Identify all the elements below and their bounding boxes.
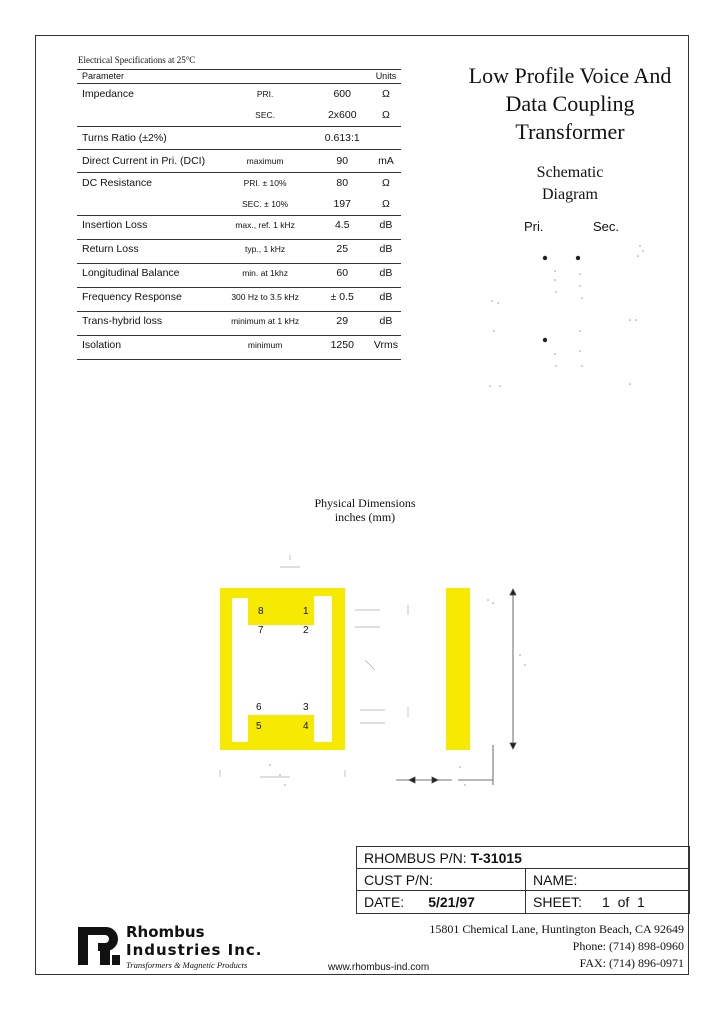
spec-row	[77, 288, 401, 312]
date-label: DATE:	[364, 894, 405, 910]
spec-cond: PRI.	[217, 84, 314, 106]
spec-unit: dB	[371, 312, 401, 336]
title-block-row	[357, 891, 689, 913]
spec-cond: SEC. ± 10%	[241, 199, 289, 209]
spec-cond: typ., 1 kHz	[217, 240, 314, 264]
dimensions-title-line: inches (mm)	[334, 510, 396, 524]
spec-param: Impedance	[77, 84, 217, 106]
sheet-value: 1 of 1	[602, 894, 645, 910]
dimension-marks	[210, 555, 540, 800]
spec-param: Turns Ratio (±2%)	[77, 127, 217, 150]
spec-unit: dB	[371, 264, 401, 288]
header-parameter: Parameter	[77, 70, 217, 84]
pin-label: 8	[258, 606, 264, 617]
company-fax: FAX: (714) 896-0971	[579, 956, 684, 970]
spec-param: DC Resistance	[77, 173, 217, 195]
rhombus-logo-icon	[78, 925, 120, 967]
spec-row	[77, 127, 401, 150]
company-address: 15801 Chemical Lane, Huntington Beach, CA 92649	[429, 922, 684, 936]
spec-row	[77, 173, 401, 195]
name-label: NAME:	[533, 871, 578, 888]
spec-value: 1250	[314, 336, 371, 360]
spec-row	[77, 240, 401, 264]
part-number-value: T-31015	[470, 849, 522, 866]
spec-unit: Vrms	[371, 336, 401, 360]
spec-param: Longitudinal Balance	[77, 264, 217, 288]
spec-value: 4.5	[314, 216, 371, 240]
spec-value: 0.613:1	[314, 127, 371, 150]
schematic-faint-marks	[489, 245, 644, 387]
header-units: Units	[371, 70, 401, 84]
part-number-label: RHOMBUS P/N:	[364, 849, 467, 866]
title-block	[356, 846, 690, 914]
spec-unit: dB	[371, 216, 401, 240]
spec-cond: minimum	[217, 336, 314, 360]
schematic-title-line: Schematic	[536, 164, 604, 181]
spec-value: 90	[314, 150, 371, 173]
spec-unit: Ω	[371, 173, 401, 195]
spec-cond: PRI. ± 10%	[217, 173, 314, 195]
sheet-label: SHEET:	[533, 894, 583, 910]
company-name-line: Rhombus	[126, 923, 205, 941]
dimensions-title-line: Physical Dimensions	[314, 496, 416, 510]
spec-row	[77, 264, 401, 288]
spec-cond: maximum	[217, 150, 314, 173]
name-cell	[525, 869, 577, 890]
title-block-row	[357, 869, 689, 891]
title-line: Low Profile Voice And	[468, 63, 672, 88]
spec-cond: min. at 1khz	[217, 264, 314, 288]
spec-row	[77, 336, 401, 360]
spec-unit: dB	[371, 240, 401, 264]
sheet-cell	[525, 891, 645, 913]
schematic-title-line: Diagram	[542, 186, 598, 203]
spec-row	[77, 312, 401, 336]
physical-dimensions-title	[300, 496, 430, 524]
electrical-spec-table	[77, 69, 401, 360]
spec-param: Trans-hybrid loss	[77, 312, 217, 336]
company-website[interactable]: www.rhombus-ind.com	[328, 962, 430, 973]
spec-row	[77, 84, 401, 106]
spec-value: 29	[314, 312, 371, 336]
spec-value: 60	[314, 264, 371, 288]
company-phone: Phone: (714) 898-0960	[572, 939, 684, 953]
spec-caption: Electrical Specifications at 25°C	[78, 55, 196, 65]
part-number-cell	[357, 847, 522, 868]
pin-label: 6	[256, 702, 262, 713]
spec-value: ± 0.5	[314, 288, 371, 312]
date-value: 5/21/97	[428, 894, 475, 910]
title-line: Data Coupling	[505, 91, 635, 116]
primary-label: Pri.	[524, 219, 544, 234]
spec-row	[77, 194, 401, 216]
pin-label: 4	[303, 721, 309, 732]
spec-cond	[217, 127, 314, 150]
secondary-label: Sec.	[593, 219, 620, 234]
spec-cond: max., ref. 1 kHz	[217, 216, 314, 240]
product-title	[440, 62, 700, 146]
pin-label: 1	[303, 606, 309, 617]
spec-value: 25	[314, 240, 371, 264]
spec-unit: Ω	[382, 198, 390, 210]
company-contact	[404, 921, 684, 972]
spec-param: Insertion Loss	[77, 216, 217, 240]
spec-param: Isolation	[77, 336, 217, 360]
spec-unit: dB	[371, 288, 401, 312]
spec-row	[77, 216, 401, 240]
company-tagline: Transformers & Magnetic Products	[126, 960, 248, 970]
spec-cond: 300 Hz to 3.5 kHz	[217, 288, 314, 312]
company-name	[126, 923, 263, 959]
spec-row	[77, 105, 401, 127]
spec-value: 2x600	[327, 109, 357, 121]
spec-unit: Ω	[371, 84, 401, 106]
spec-unit: mA	[371, 150, 401, 173]
spec-value: 80	[314, 173, 371, 195]
spec-param: Frequency Response	[77, 288, 217, 312]
spec-value: 600	[314, 84, 371, 106]
pin-label: 7	[258, 625, 264, 636]
title-block-row	[357, 847, 689, 869]
spec-header-row	[77, 70, 401, 84]
pin-label: 3	[303, 702, 309, 713]
schematic-title	[520, 162, 620, 206]
spec-row	[77, 150, 401, 173]
spec-unit: Ω	[382, 109, 390, 121]
spec-param: Direct Current in Pri. (DCI)	[77, 150, 217, 173]
spec-value: 197	[333, 198, 351, 210]
spec-unit	[371, 127, 401, 150]
pin-label: 5	[256, 721, 262, 732]
title-line: Transformer	[515, 119, 625, 144]
cust-pn-cell	[357, 869, 525, 890]
schematic-diagram	[480, 236, 660, 396]
spec-param: Return Loss	[77, 240, 217, 264]
date-cell	[357, 891, 525, 913]
spec-cond: minimum at 1 kHz	[217, 312, 314, 336]
pin-label: 2	[303, 625, 309, 636]
company-name-line: Industries Inc.	[126, 941, 263, 959]
spec-cond: SEC.	[255, 110, 276, 120]
cust-pn-label: CUST P/N:	[364, 871, 433, 888]
